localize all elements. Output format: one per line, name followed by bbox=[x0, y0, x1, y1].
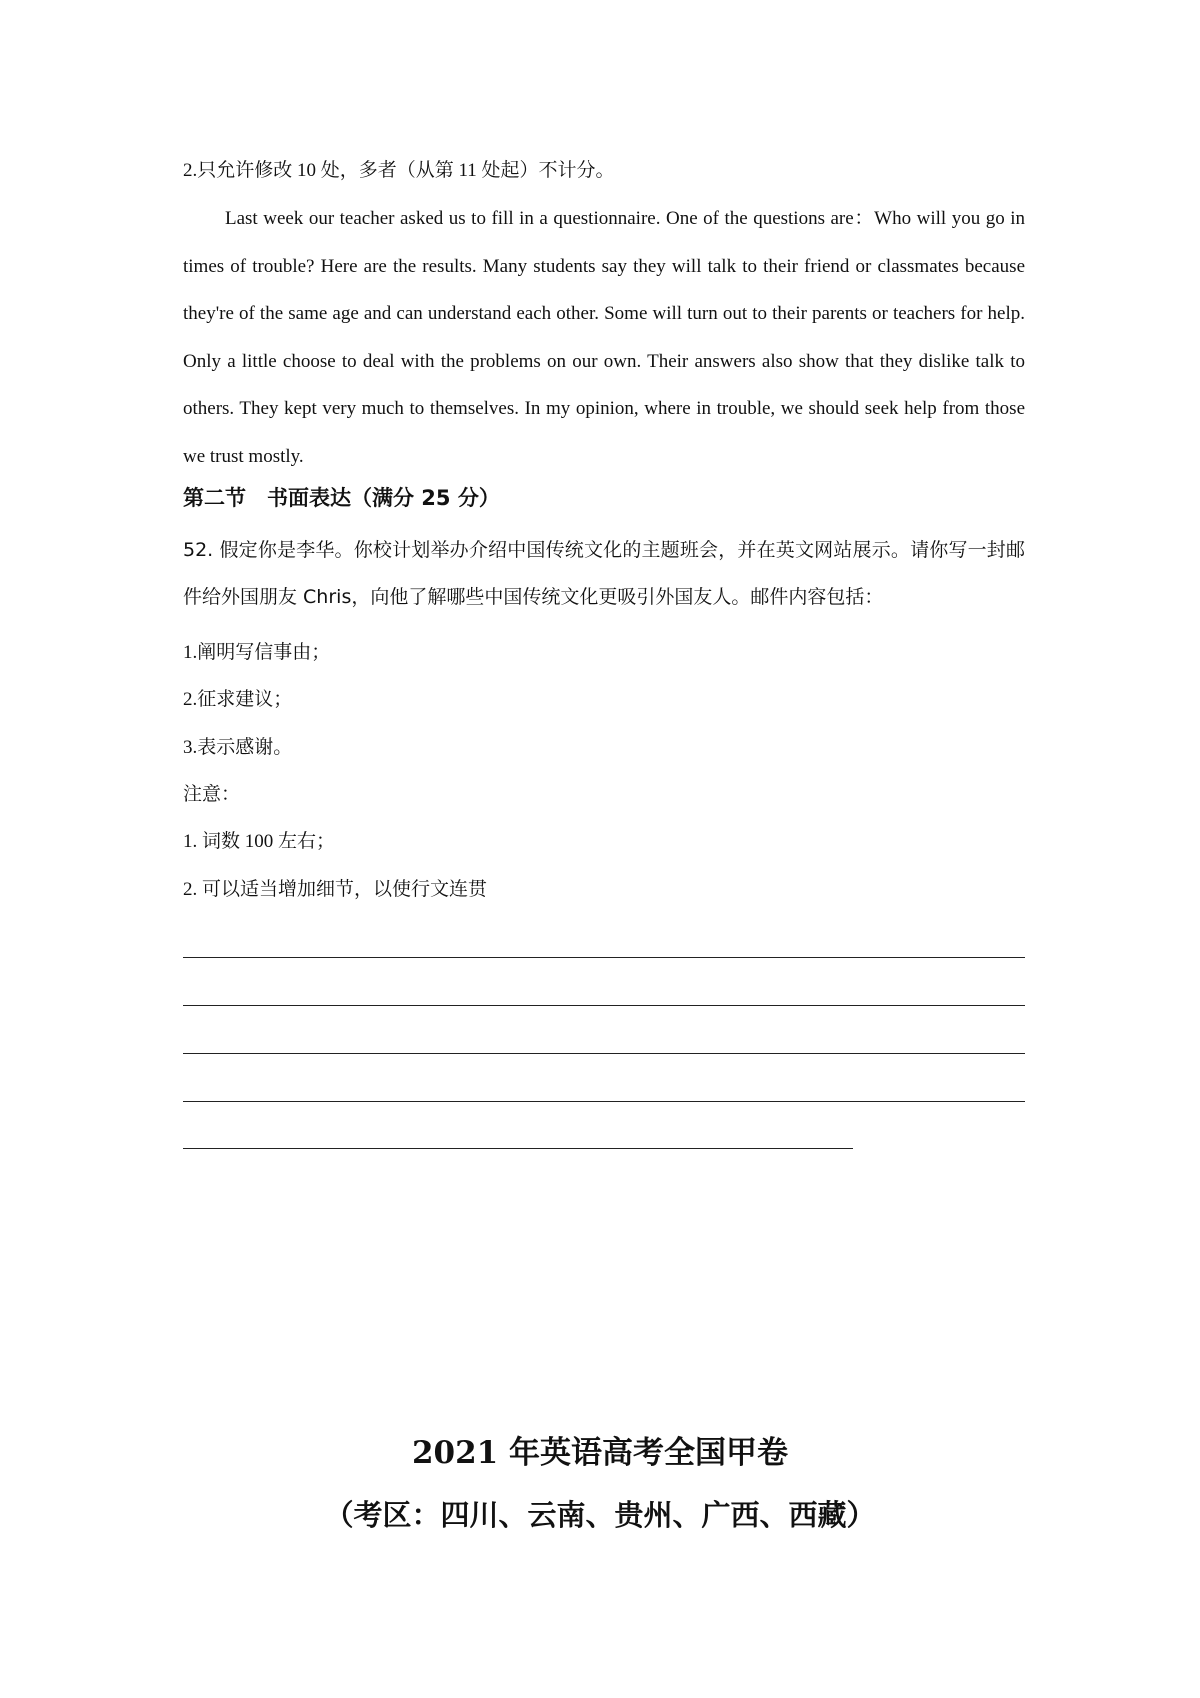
exam-subtitle: （考区：四川、云南、贵州、广西、西藏） bbox=[324, 1498, 876, 1532]
note-1: 1. 词数 100 左右； bbox=[183, 831, 336, 852]
answer-line[interactable] bbox=[183, 1101, 1025, 1102]
rule-item: 2.只允许修改 10 处，多者（从第 11 处起）不计分。 bbox=[183, 160, 615, 181]
error-correction-passage bbox=[183, 195, 1025, 481]
content-point-2: 2.征求建议； bbox=[183, 689, 293, 710]
notes-label: 注意： bbox=[183, 784, 241, 805]
exam-title: 2021 年英语高考全国甲卷 bbox=[411, 1435, 789, 1471]
note-2: 2. 可以适当增加细节，以使行文连贯 bbox=[183, 879, 488, 900]
content-point-1: 1.阐明写信事由； bbox=[183, 642, 331, 663]
answer-line[interactable] bbox=[183, 1005, 1025, 1006]
writing-prompt bbox=[183, 527, 1025, 621]
answer-line[interactable] bbox=[183, 957, 1025, 958]
answer-line[interactable] bbox=[183, 1148, 853, 1149]
passage-text: Last week our teacher asked us to fill in a questionnaire. One of the questions are：Who will you go in times of trouble? Here are the results. Many students say they will talk to their friend or classmates because they're of the same age and can understand each other. Some will turn out to their parents or teachers for help. Only a little choose to deal with the problems on our own. Their answers also show that they dislike talk to others. They kept very much to themselves. In my opinion, where in trouble, we should seek help from those we trust mostly. bbox=[183, 208, 1025, 467]
answer-line[interactable] bbox=[183, 1053, 1025, 1054]
section-heading: 第二节 书面表达（满分 25 分） bbox=[183, 486, 500, 510]
question-prompt: 假定你是李华。你校计划举办介绍中国传统文化的主题班会，并在英文网站展示。请你写一封邮件给外国朋友 Chris，向他了解哪些中国传统文化更吸引外国友人。邮件内容包括： bbox=[183, 539, 1025, 608]
content-point-3: 3.表示感谢。 bbox=[183, 737, 293, 758]
question-number: 52. bbox=[183, 539, 214, 561]
